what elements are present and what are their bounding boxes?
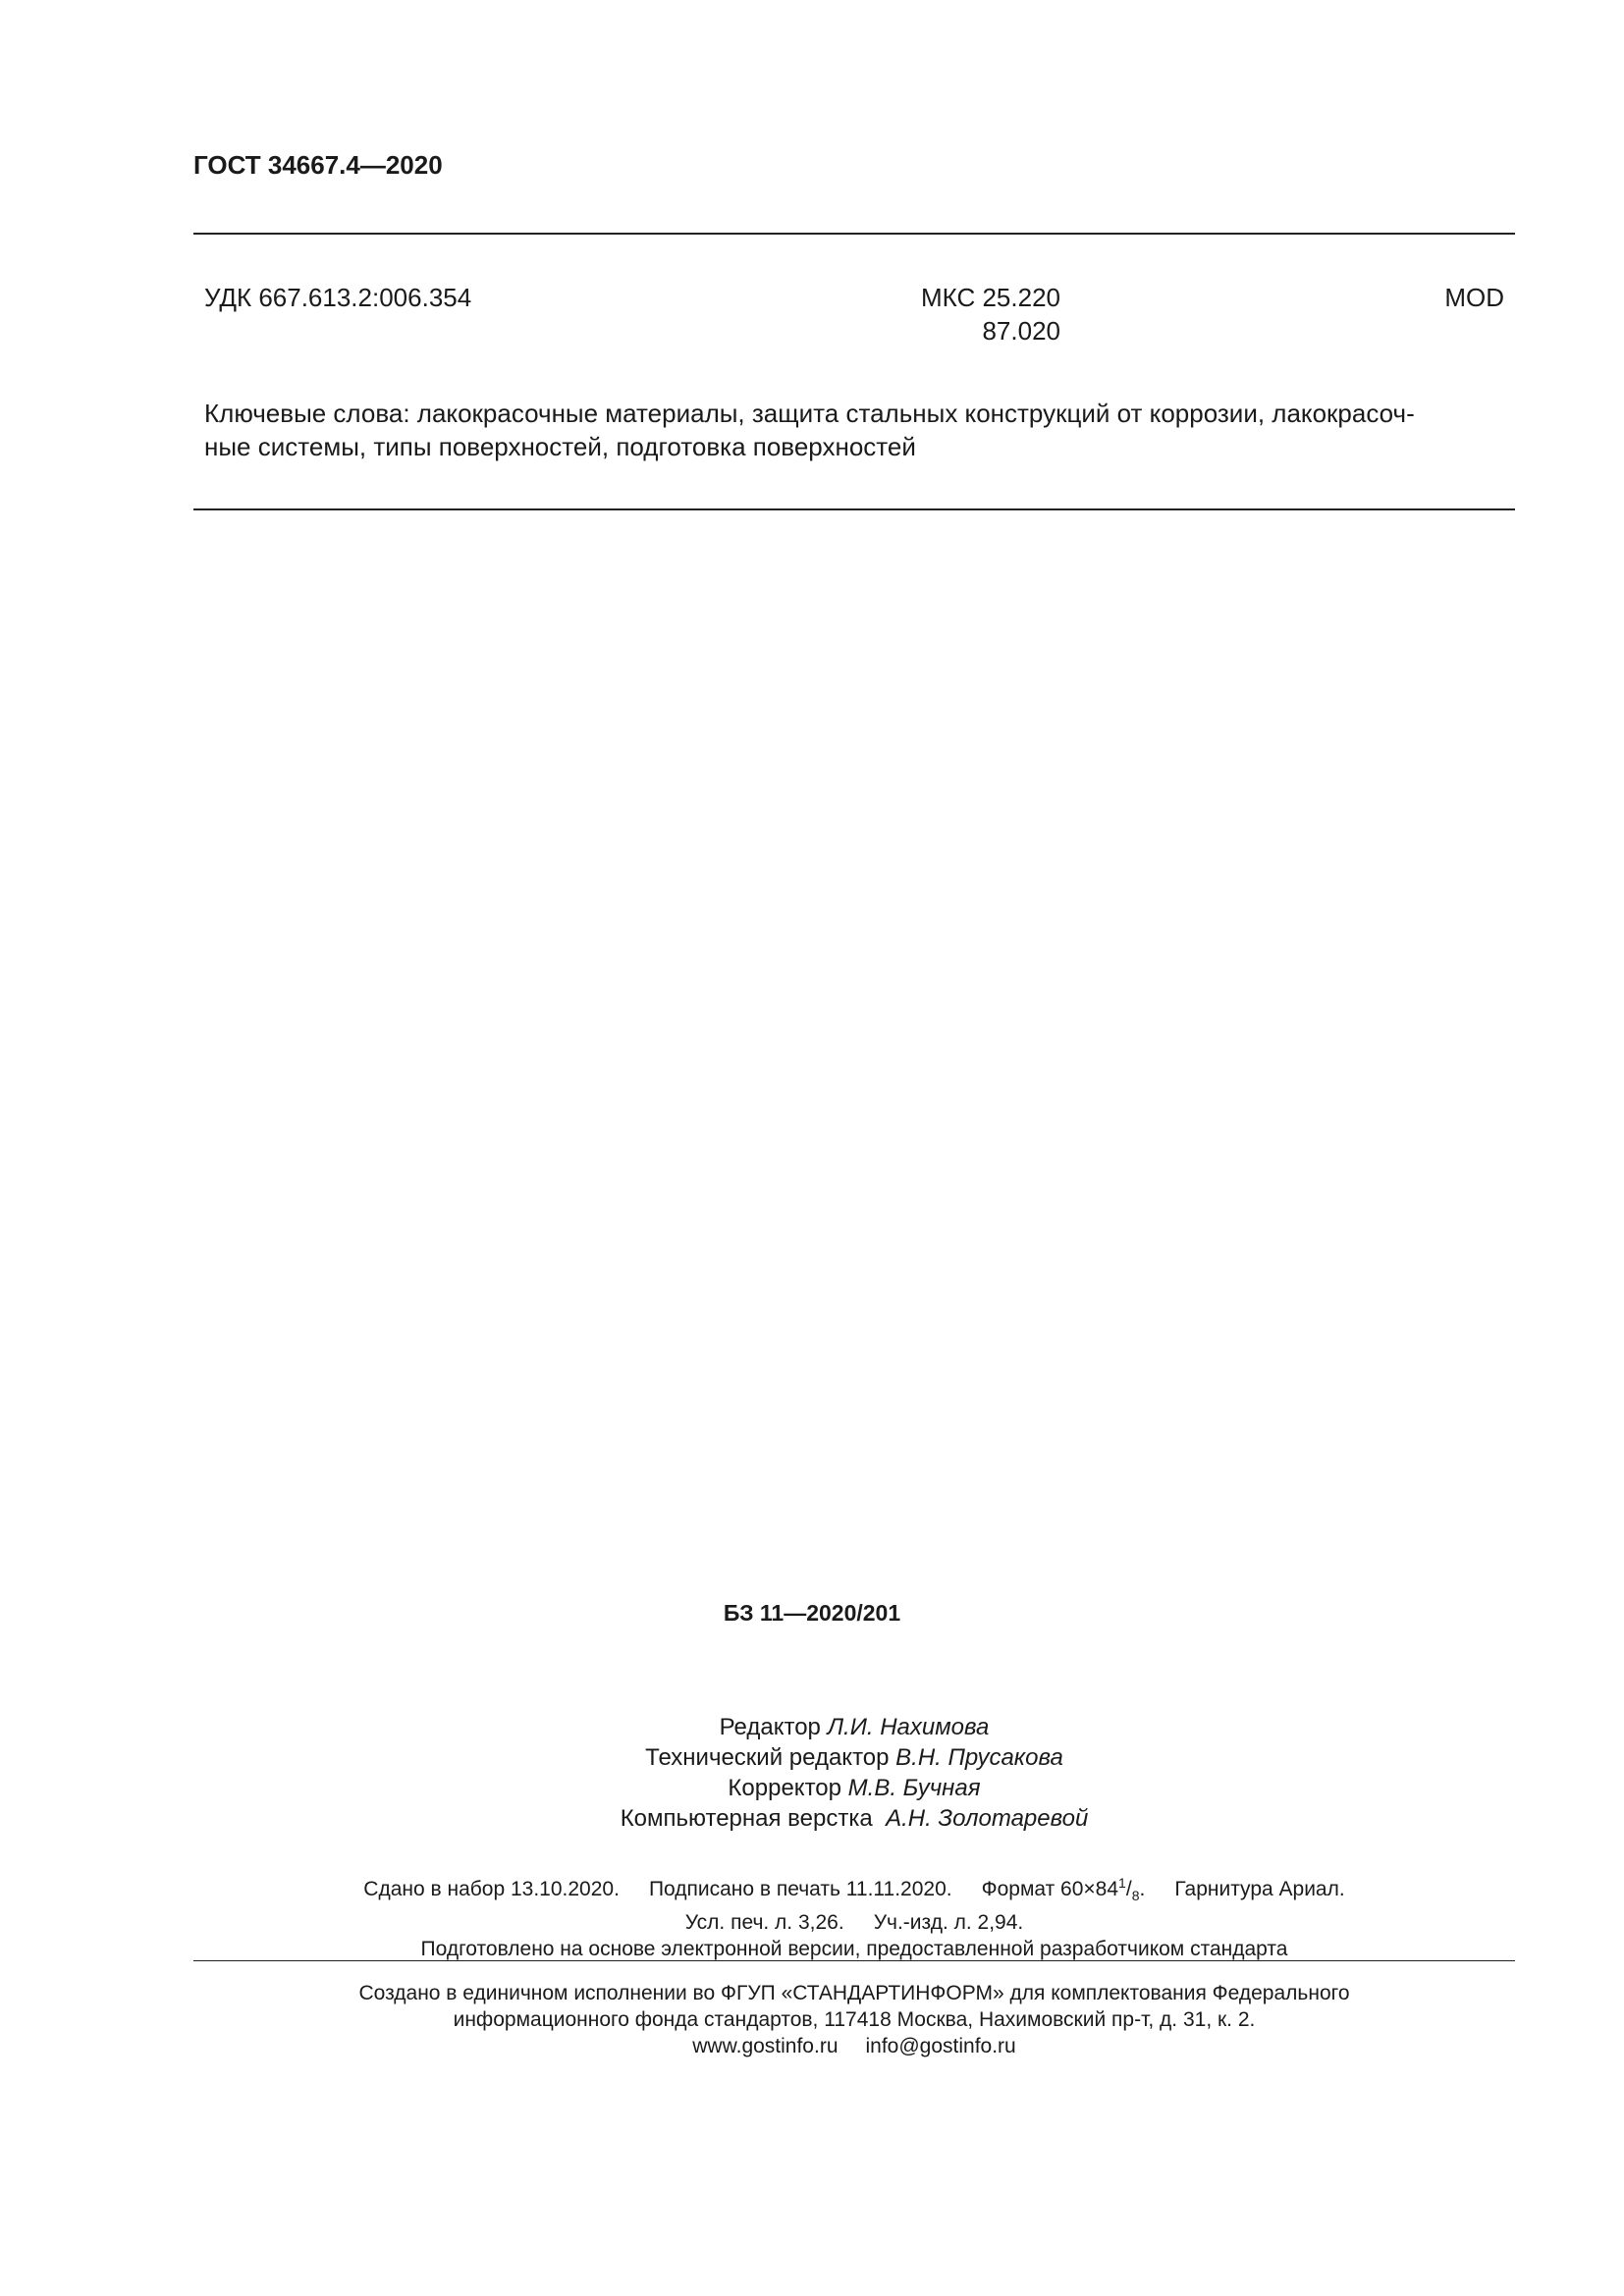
website-link[interactable]: www.gostinfo.ru xyxy=(692,2035,839,2057)
sent-date: Сдано в набор 13.10.2020. xyxy=(363,1878,620,1900)
mod-label: MOD xyxy=(1444,283,1504,312)
layout-label: Компьютерная верстка xyxy=(620,1805,873,1832)
print-line-1 xyxy=(0,1870,1624,1909)
typeface: Гарнитура Ариал. xyxy=(1174,1878,1345,1900)
credit-proofreader xyxy=(0,1773,1624,1803)
created-info xyxy=(0,1980,1624,2059)
tech-editor-label: Технический редактор xyxy=(645,1744,890,1771)
created-line-1: Создано в единичном исполнении во ФГУП «СТАНДАРТИНФОРМ» для комплектования Федерального xyxy=(358,1982,1350,2004)
prepared-note: Подготовлено на основе электронной версии, предоставленной разработчиком стандарта xyxy=(420,1938,1288,1960)
keywords-line-1: Ключевые слова: лакокрасочные материалы, защита стальных конструкций от коррозии, лакокрасоч- xyxy=(204,399,1415,428)
credit-tech-editor xyxy=(0,1742,1624,1773)
proofreader-name: М.В. Бучная xyxy=(847,1775,981,1801)
print-format: Формат $60\times 84^1/_8$. xyxy=(981,1875,1146,1903)
credit-layout xyxy=(0,1803,1624,1834)
credit-editor xyxy=(0,1712,1624,1742)
print-info xyxy=(0,1870,1624,1962)
printed-sheets: Усл. печ. л. 3,26. xyxy=(684,1911,844,1934)
udk-code: УДК 667.613.2:006.354 xyxy=(204,283,472,312)
footer-rule xyxy=(193,1960,1515,1961)
keywords-bottom-rule xyxy=(193,508,1515,510)
document-header-code: ГОСТ 34667.4—2020 xyxy=(193,150,443,180)
credits-block xyxy=(0,1712,1624,1834)
signed-date: Подписано в печать 11.11.2020. xyxy=(648,1878,952,1900)
editor-label: Редактор xyxy=(719,1714,821,1740)
print-line-2 xyxy=(0,1909,1624,1936)
contacts xyxy=(0,2033,1624,2059)
mks-code-2: 87.020 xyxy=(982,316,1060,346)
layout-name: А.Н. Золотаревой xyxy=(886,1805,1089,1832)
bz-number: БЗ 11—2020/201 xyxy=(723,1600,901,1626)
publisher-sheets: Уч.-изд. л. 2,94. xyxy=(873,1911,1024,1934)
editor-name: Л.И. Нахимова xyxy=(827,1714,990,1740)
keywords-line-2: ные системы, типы поверхностей, подготовка поверхностей xyxy=(204,432,916,461)
top-rule xyxy=(193,233,1515,235)
keywords-block xyxy=(204,397,1510,463)
mks-code-1: МКС 25.220 xyxy=(920,283,1060,312)
created-line-2: информационного фонда стандартов, 117418 Москва, Нахимовский пр-т, д. 31, к. 2. xyxy=(453,2008,1256,2031)
tech-editor-name: В.Н. Прусакова xyxy=(895,1744,1063,1771)
mks-codes xyxy=(864,281,1060,347)
proofreader-label: Корректор xyxy=(728,1775,841,1801)
email-link[interactable]: info@gostinfo.ru xyxy=(865,2035,1016,2057)
